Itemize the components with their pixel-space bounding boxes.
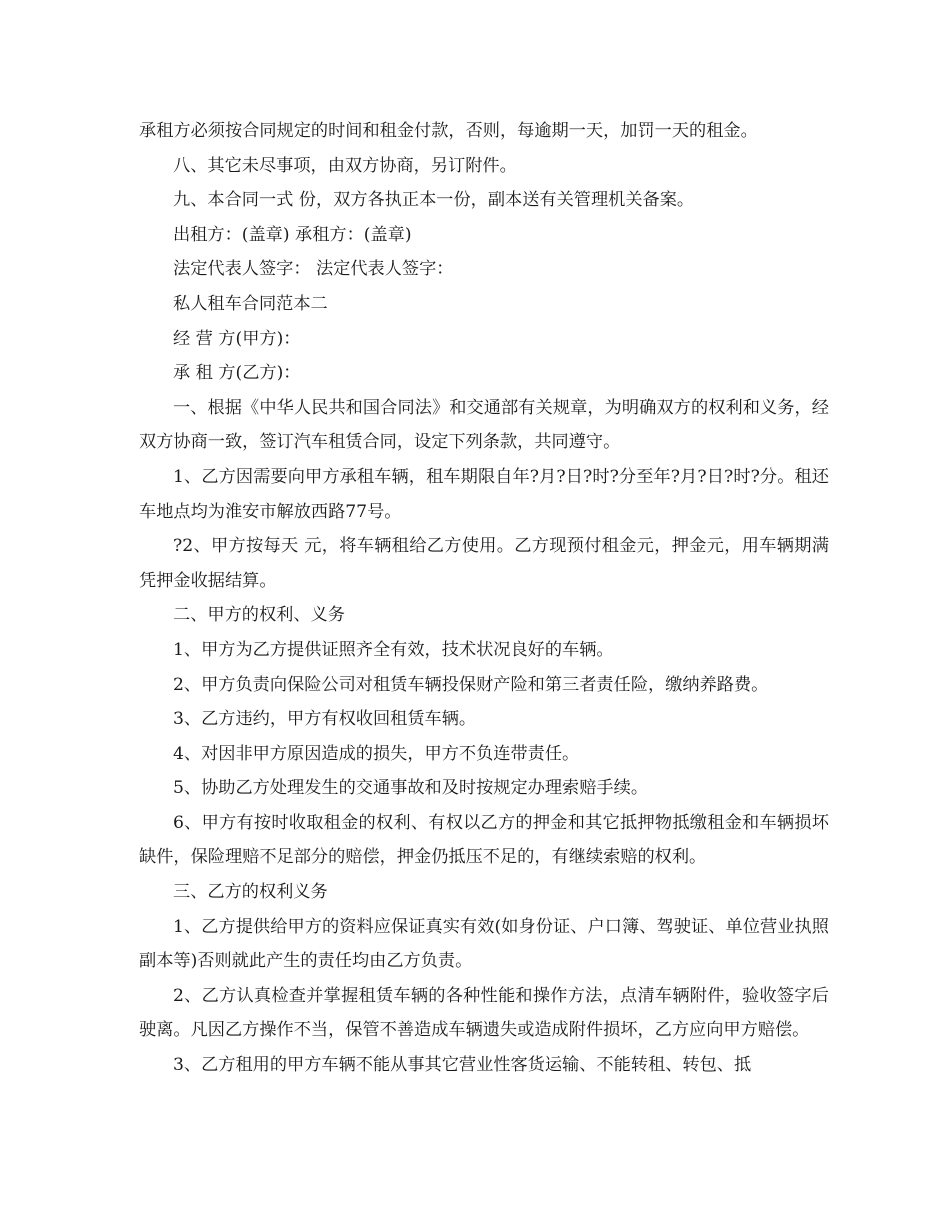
section-title-template-2: 私人租车合同范本二: [173, 293, 328, 314]
heading-section-3: 三、乙方的权利义务: [173, 882, 328, 903]
paragraph-section-1: 一、根据《中华人民共和国合同法》和交通部有关规章，为明确双方的权利和义务，经双方协商一致，签订汽车租赁合同，设定下列条款，共同遵守。: [139, 397, 829, 453]
paragraph-representative-signature: 法定代表人签字： 法定代表人签字：: [173, 259, 454, 280]
paragraph-lessor-lessee-seal: 出租方：(盖章) 承租方：(盖章): [173, 224, 412, 245]
paragraph-party-a: 经 营 方(甲方)：: [173, 328, 301, 349]
paragraph-2-5: 5、协助乙方处理发生的交通事故和及时按规定办理索赔手续。: [173, 778, 649, 799]
heading-section-2: 二、甲方的权利、义务: [173, 605, 345, 626]
paragraph-clause-9: 九、本合同一式 份，双方各执正本一份，副本送有关管理机关备案。: [173, 190, 695, 211]
paragraph-3-1: 1、乙方提供给甲方的资料应保证真实有效(如身份证、户口簿、驾驶证、单位营业执照副本等)否则就此产生的责任均由乙方负责。: [139, 916, 829, 972]
paragraph-clause-8: 八、其它未尽事项，由双方协商，另订附件。: [173, 155, 517, 176]
paragraph-2-6: 6、甲方有按时收取租金的权利、有权以乙方的押金和其它抵押物抵缴租金和车辆损坏缺件，保险理赔不足部分的赔偿，押金仍抵压不足的，有继续索赔的权利。: [139, 812, 829, 868]
paragraph-3-3: 3、乙方租用的甲方车辆不能从事其它营业性客货运输、不能转租、转包、抵: [173, 1055, 752, 1076]
paragraph-1-2: ?2、甲方按每天 元，将车辆租给乙方使用。乙方现预付租金元，押金元，用车辆期满凭押金收据结算。: [139, 536, 829, 591]
paragraph-3-2: 2、乙方认真检查并掌握租赁车辆的各种性能和操作方法，点清车辆附件，验收签字后驶离。凡因乙方操作不当，保管不善造成车辆遗失或造成附件损坏，乙方应向甲方赔偿。: [139, 985, 829, 1041]
paragraph-late-payment: 承租方必须按合同规定的时间和租金付款，否则，每逾期一天，加罚一天的租金。: [139, 121, 758, 141]
document-body: [139, 114, 829, 1083]
paragraph-party-b: 承 租 方(乙方)：: [173, 363, 301, 384]
paragraph-2-2: 2、甲方负责向保险公司对租赁车辆投保财产险和第三者责任险，缴纳养路费。: [173, 674, 769, 695]
paragraph-2-4: 4、对因非甲方原因造成的损失，甲方不负连带责任。: [173, 743, 580, 764]
paragraph-2-1: 1、甲方为乙方提供证照齐全有效，技术状况良好的车辆。: [173, 639, 614, 660]
paragraph-2-3: 3、乙方违约，甲方有权收回租赁车辆。: [173, 709, 477, 730]
paragraph-1-1: 1、乙方因需要向甲方承租车辆，租车期限自年?月?日?时?分至年?月?日?时?分。租还车地点均为淮安市解放西路77号。: [139, 466, 829, 522]
